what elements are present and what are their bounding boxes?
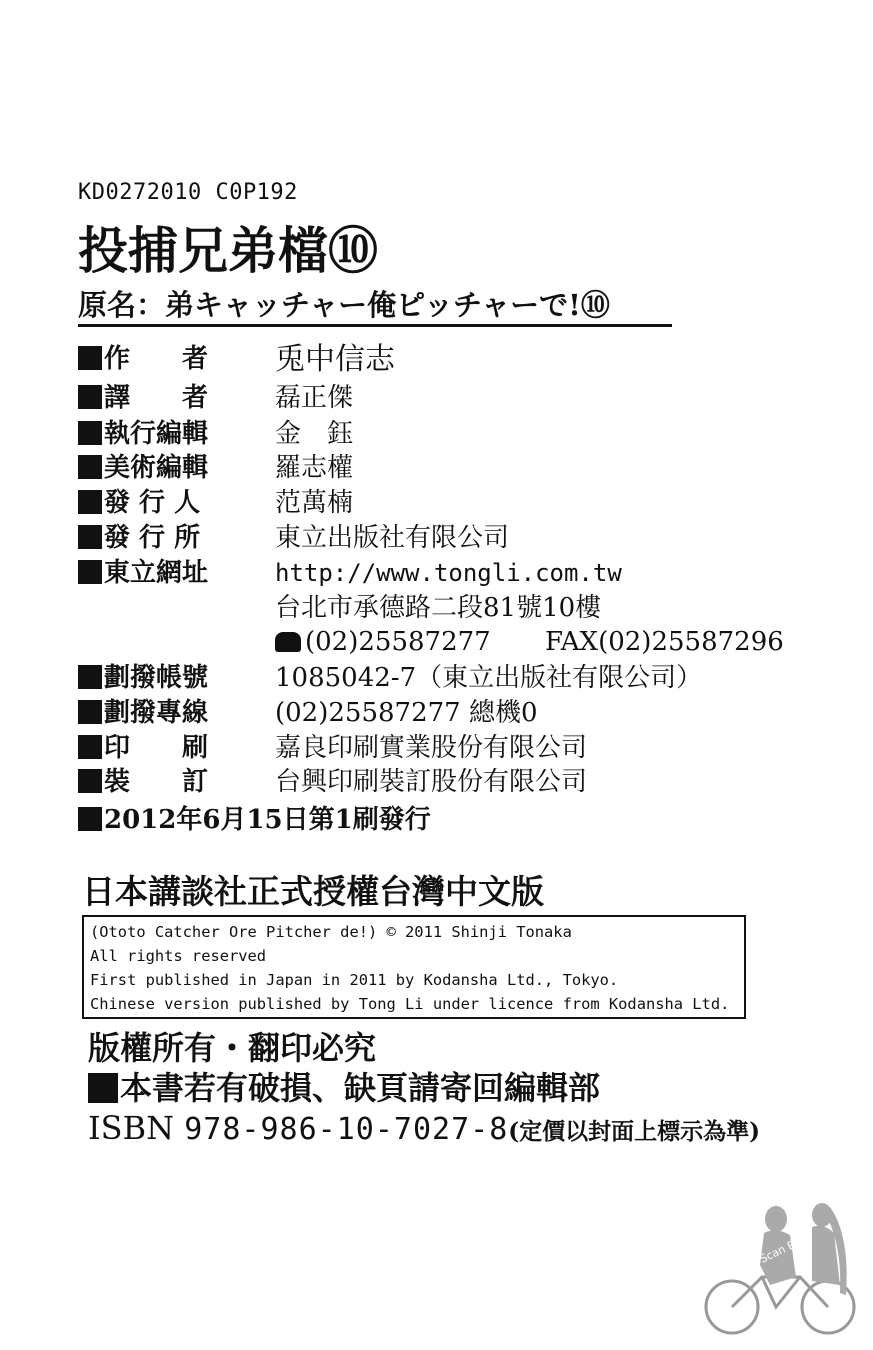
credit-value-publisher: 范萬楠: [275, 488, 354, 518]
copyright-line: (Ototo Catcher Ore Pitcher de!) © 2011 Shinji Tonaka: [90, 923, 572, 941]
credit-value-translator: 磊正傑: [275, 383, 354, 413]
credit-value-printing: 嘉良印刷實業股份有限公司: [275, 733, 588, 763]
credit-label-binding: 裝 訂: [78, 766, 208, 798]
credit-label-postal-account: 劃撥帳號: [78, 662, 208, 694]
price-note: (定價以封面上標示為準): [508, 1118, 761, 1145]
credit-label-publishing-house: 發 行 所: [78, 522, 200, 554]
credit-value-binding: 台興印刷裝訂股份有限公司: [275, 767, 588, 797]
credit-label-publisher: 發 行 人: [78, 487, 200, 519]
book-code: KD0272010 C0P192: [78, 180, 298, 205]
copyright-line: All rights reserved: [90, 947, 267, 965]
credit-label-postal-line: 劃撥專線: [78, 697, 208, 729]
scan-watermark-logo: [700, 1185, 870, 1345]
credit-label-author: 作 者: [78, 343, 208, 375]
credit-label-art-editor: 美術編輯: [78, 452, 208, 484]
phone-line: (02)25587277: [275, 626, 491, 658]
publish-date: 2012年6月15日第1刷發行: [78, 804, 431, 836]
credit-value-postal-line: (02)25587277 總機0: [275, 698, 538, 728]
telephone-icon: [275, 632, 301, 652]
credit-value-postal-account: 1085042-7（東立出版社有限公司）: [275, 663, 703, 693]
credit-label-translator: 譯 者: [78, 382, 208, 414]
isbn-line: ISBN 978-986-10-7027-8(定價以封面上標示為準): [88, 1109, 761, 1147]
credit-label-website: 東立網址: [78, 557, 208, 589]
title-underline: [78, 324, 672, 327]
license-statement: 日本講談社正式授權台灣中文版: [82, 872, 544, 911]
rights-notice: 版權所有・翻印必究: [88, 1029, 377, 1067]
fax-number: FAX(02)25587296: [545, 627, 784, 657]
credit-label-printing: 印 刷: [78, 732, 208, 764]
isbn-number: 978-986-10-7027-8: [184, 1112, 509, 1147]
credit-value-author: 兎中信志: [275, 342, 395, 377]
credit-value-art-editor: 羅志權: [275, 453, 354, 483]
credit-label-exec-editor: 執行編輯: [78, 418, 208, 450]
website-link[interactable]: http://www.tongli.com.tw: [275, 559, 622, 587]
address: 台北市承德路二段81號10樓: [275, 593, 602, 623]
copyright-line: First published in Japan in 2011 by Kodansha Ltd., Tokyo.: [90, 971, 619, 989]
credit-value-publishing-house: 東立出版社有限公司: [275, 523, 510, 553]
original-title: 原名：弟キャッチャー俺ピッチャーで!⑩: [78, 288, 610, 322]
copyright-line: Chinese version published by Tong Li under licence from Kodansha Ltd.: [90, 995, 730, 1013]
damage-notice: 本書若有破損、缺頁請寄回編輯部: [88, 1068, 600, 1108]
watermark-text: Scan By: [757, 1235, 804, 1266]
credit-value-exec-editor: 金 鈺: [275, 419, 354, 449]
book-title: 投捕兄弟檔⑩: [78, 221, 378, 280]
